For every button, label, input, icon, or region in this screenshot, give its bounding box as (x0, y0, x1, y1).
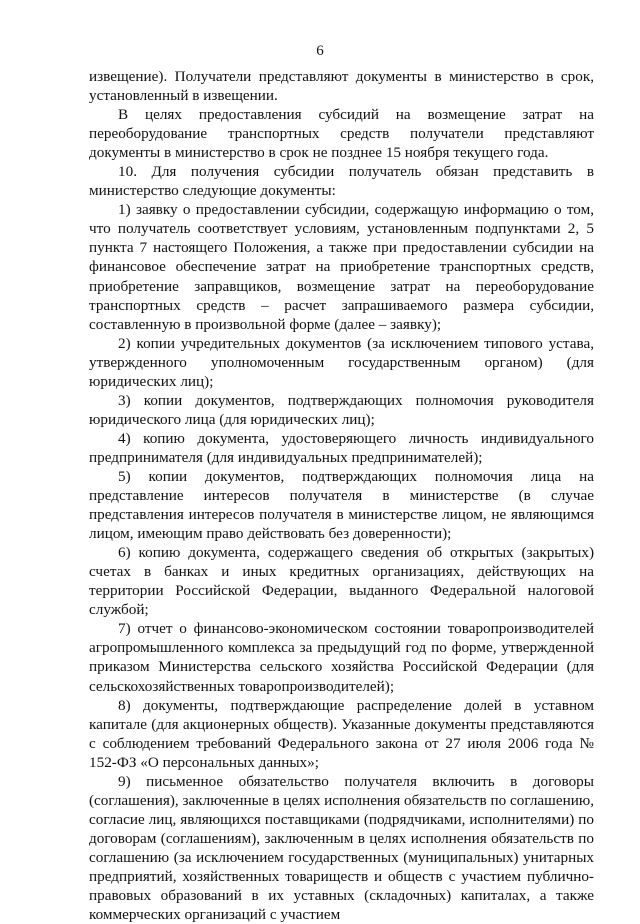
list-item-9-written-obligation: 9) письменное обязательство получателя включить в договоры (соглашения), заключенные в целях исполнения обязательств по соглашению, согласие лиц, являющихся поставщиками (подрядчиками, исполнителями) по договорам (соглашениям), заключенным в целях исполнения обязательств по соглашению (за исключением государственных (муниципальных) унитарных предприятий, хозяйственных товариществ и обществ с участием публично-правовых образований в их уставных (складочных) капиталах, а также коммерческих организаций с участием (89, 772, 594, 924)
list-item-4-identity-document: 4) копию документа, удостоверяющего личность индивидуального предпринимателя (для индивидуальных предпринимателей); (89, 429, 594, 466)
page-number: 6 (316, 43, 324, 59)
list-item-6-bank-accounts: 6) копию документа, содержащего сведения об открытых (закрытых) счетах в банках и иных кредитных организациях, действующих на территории Российской Федерации, выданного Федеральной налоговой службой; (89, 544, 594, 619)
document-body (89, 67, 594, 924)
list-item-8-share-distribution: 8) документы, подтверждающие распределение долей в уставном капитале (для акционерных обществ). Указанные документы представляются с соблюдением требований Федерального закона от 27 июля 2006 года № 152-ФЗ «О персональных данных»; (89, 696, 594, 771)
list-item-7-financial-report: 7) отчет о финансово-экономическом состоянии товаропроизводителей агропромышленного комплекса за предыдущий год по форме, утвержденной приказом Министерства сельского хозяйства Российской Федерации (для сельскохозяйственных товаропроизводителей); (89, 620, 594, 695)
list-item-1-application: 1) заявку о предоставлении субсидии, содержащую информацию о том, что получатель соответствует условиям, установленным подпунктами 2, 5 пункта 7 настоящего Положения, а также при предоставлении субсидии на финансовое обеспечение затрат на приобретение транспортных средств, приобретение заправщиков, возмещение затрат на переоборудование транспортных средств – расчет запрашиваемого размера субсидии, составленную в произвольной форме (далее – заявку); (89, 201, 594, 333)
paragraph-retrofit-deadline: В целях предоставления субсидий на возмещение затрат на переоборудование транспортных средств получатели представляют документы в министерство в срок не позднее 15 ноября текущего года. (89, 106, 594, 162)
list-item-2-founding-documents: 2) копии учредительных документов (за исключением типового устава, утвержденного уполномоченным государственным органом) (для юридических лиц); (89, 334, 594, 390)
paragraph-announcement-deadline: извещение). Получатели представляют документы в министерство в срок, установленный в извещении. (89, 68, 594, 105)
list-item-3-head-authority: 3) копии документов, подтверждающих полномочия руководителя юридического лица (для юридических лиц); (89, 391, 594, 428)
paragraph-item-10-intro: 10. Для получения субсидии получатель обязан представить в министерство следующие документы: (89, 163, 594, 200)
list-item-5-representative-authority: 5) копии документов, подтверждающих полномочия лица на представление интересов получателя в министерстве (в случае представления интересов получателя в министерстве лицом, не являющимся лицом, имеющим право действовать без доверенности); (89, 467, 594, 543)
